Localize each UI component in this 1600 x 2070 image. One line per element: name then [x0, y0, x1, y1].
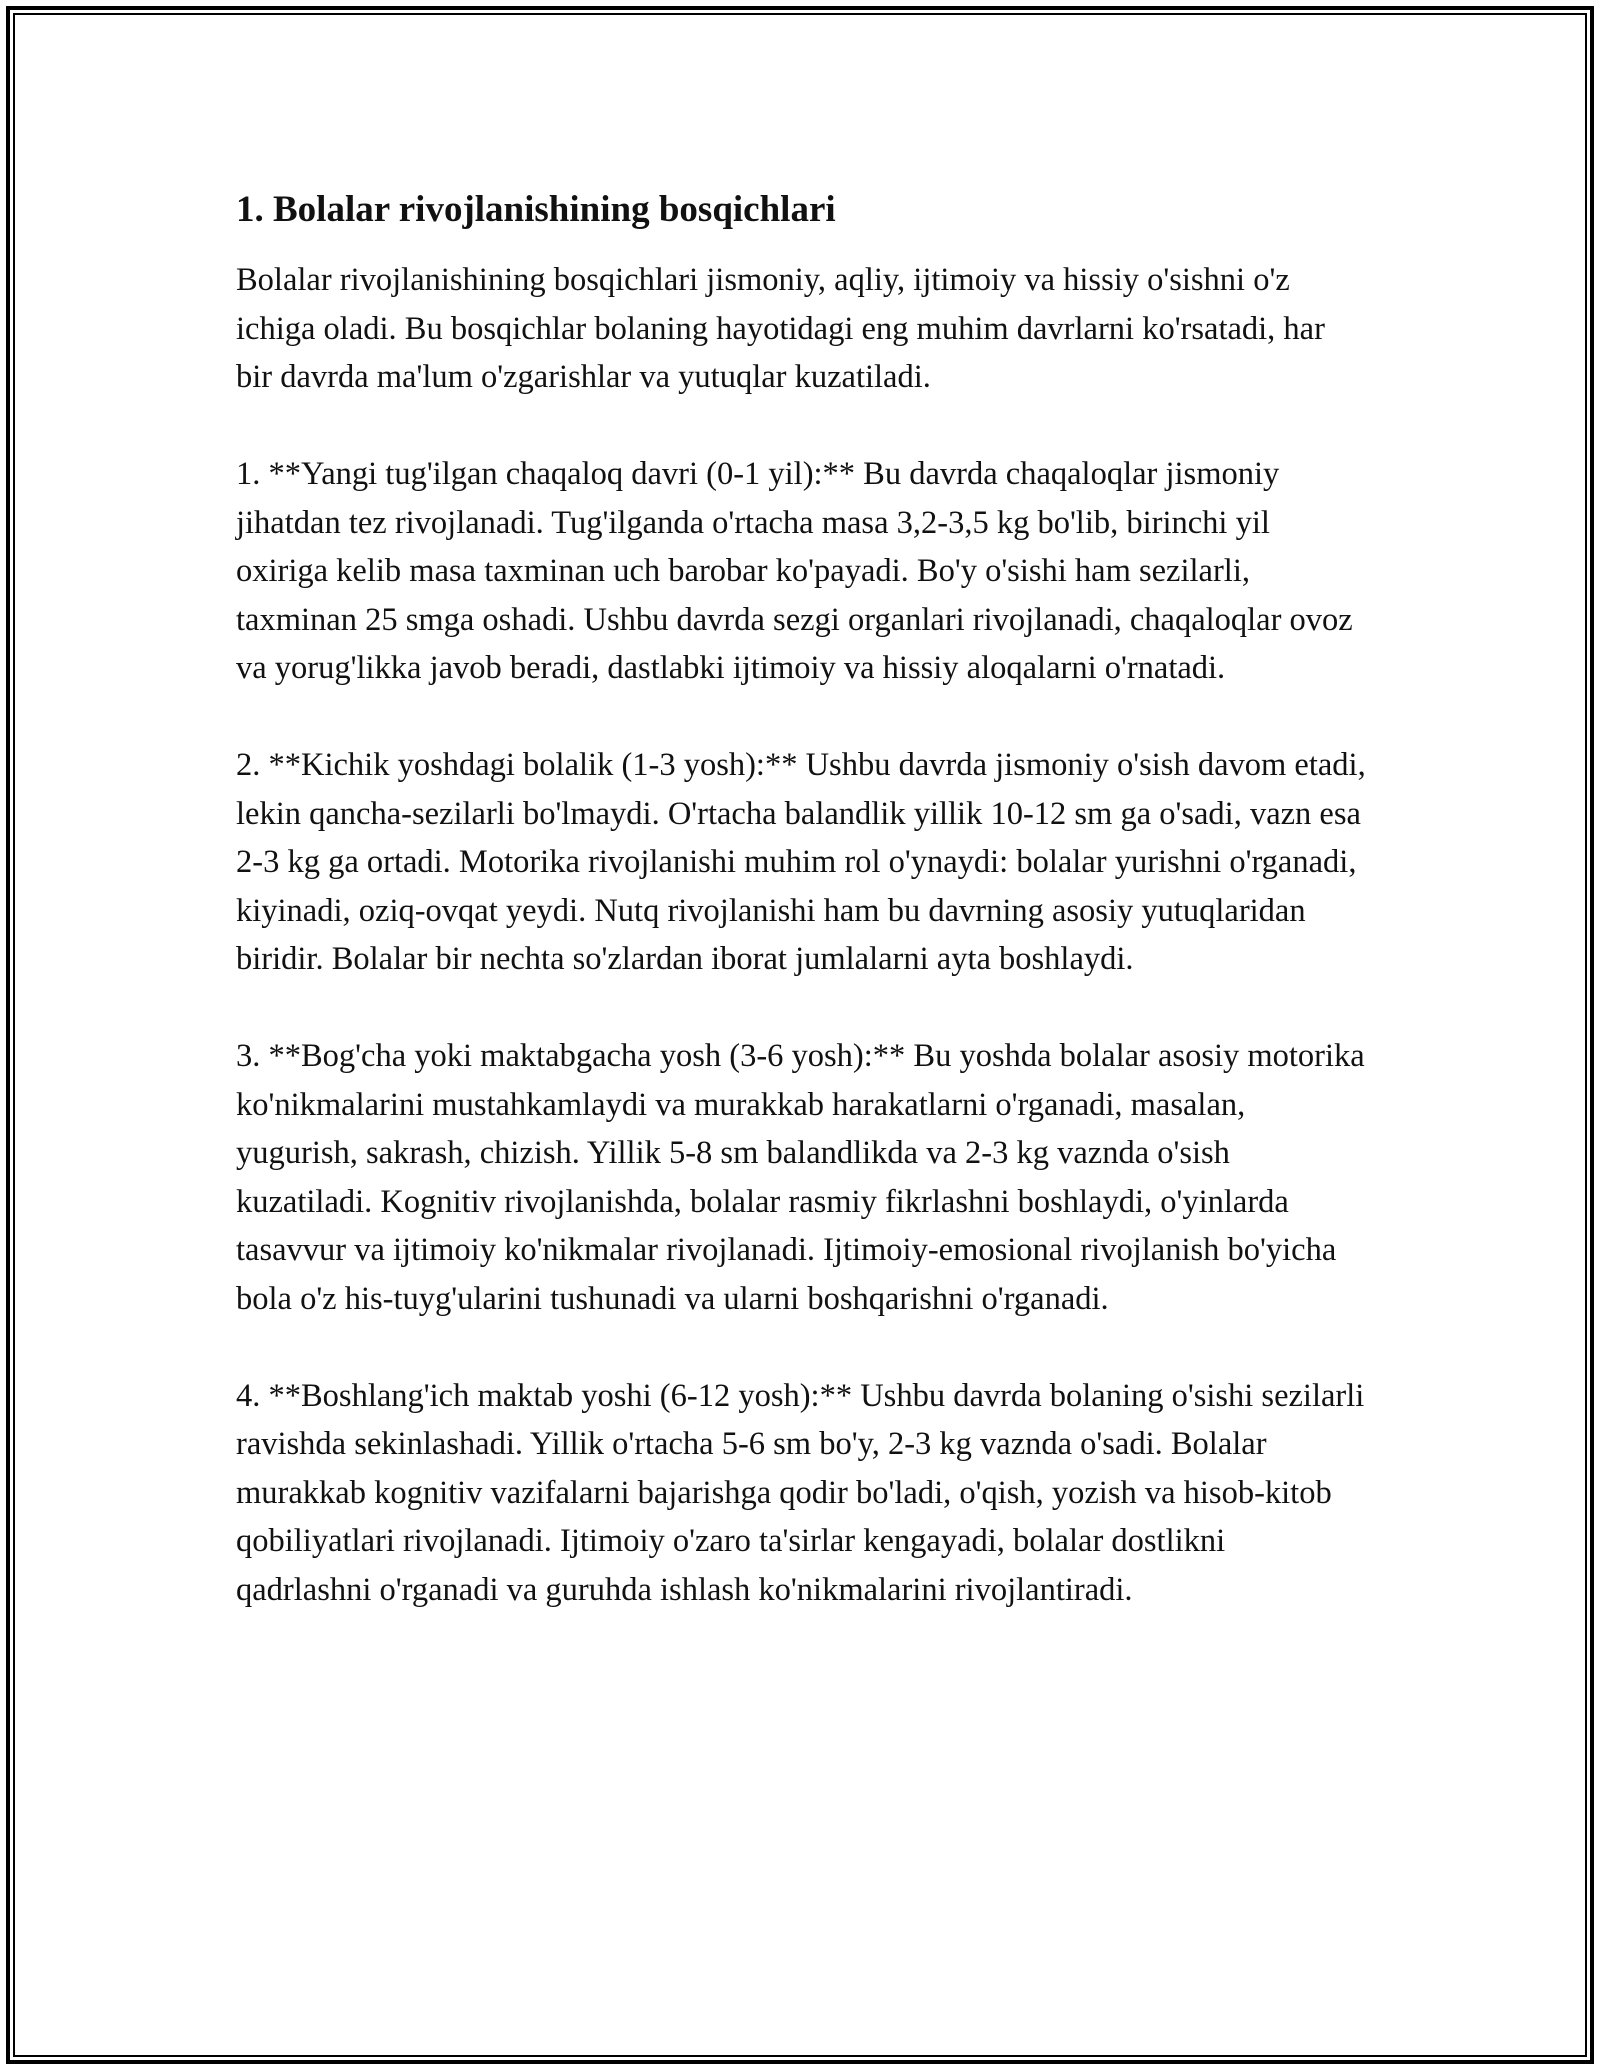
stage-paragraph-primary-school: 4. **Boshlang'ich maktab yoshi (6-12 yosh):** Ushbu davrda bolaning o'sishi sezilarli ravishda sekinlashadi. Yillik o'rtacha 5-6 sm bo'y, 2-3 kg vaznda o'sadi. Bolalar murakkab kognitiv vazifalarni bajarishga qodir bo'ladi, o'qish, yozish va hisob-kitob qobiliyatlari rivojlanadi. Ijtimoiy o'zaro ta'sirlar kengayadi, bolalar dostlikni qadrlashni o'rganadi va guruhda ishlash ko'nikmalarini rivojlantiradi.: [236, 1377, 1365, 1608]
document-body: [236, 186, 1366, 1614]
stage-paragraph-preschool: 3. **Bog'cha yoki maktabgacha yosh (3-6 yosh):** Bu yoshda bolalar asosiy motorika ko'nikmalarini mustahkamlaydi va murakkab harakatlarni o'rganadi, masalan, yugurish, sakrash, chizish. Yillik 5-8 sm balandlikda va 2-3 kg vaznda o'sish kuzatiladi. Kognitiv rivojlanishda, bolalar rasmiy fikrlashni boshlaydi, o'yinlarda tasavvur va ijtimoiy ko'nikmalar rivojlanadi. Ijtimoiy-emosional rivojlanish bo'yicha bola o'z his-tuyg'ularini tushunadi va ularni boshqarishni o'rganadi.: [236, 1038, 1365, 1317]
stage-paragraph-toddler: 2. **Kichik yoshdagi bolalik (1-3 yosh):** Ushbu davrda jismoniy o'sish davom etadi, lekin qancha-sezilarli bo'lmaydi. O'rtacha balandlik yillik 10-12 sm ga o'sadi, vazn esa 2-3 kg ga ortadi. Motorika rivojlanishi muhim rol o'ynaydi: bolalar yurishni o'rganadi, kiyinadi, oziq-ovqat yeydi. Nutq rivojlanishi ham bu davrning asosiy yutuqlaridan biridir. Bolalar bir nechta so'zlardan iborat jumlalarni ayta boshlaydi.: [236, 747, 1366, 977]
stage-paragraph-newborn: 1. **Yangi tug'ilgan chaqaloq davri (0-1 yil):** Bu davrda chaqaloqlar jismoniy jihatdan tez rivojlanadi. Tug'ilganda o'rtacha masa 3,2-3,5 kg bo'lib, birinchi yil oxiriga kelib masa taxminan uch barobar ko'payadi. Bo'y o'sishi ham sezilarli, taxminan 25 smga oshadi. Ushbu davrda sezgi organlari rivojlanadi, chaqaloqlar ovoz va yorug'likka javob beradi, dastlabki ijtimoiy va hissiy aloqalarni o'rnatadi.: [236, 456, 1353, 686]
intro-paragraph: Bolalar rivojlanishining bosqichlari jismoniy, aqliy, ijtimoiy va hissiy o'sishni o'z ichiga oladi. Bu bosqichlar bolaning hayotidagi eng muhim davrlarni ko'rsatadi, har bir davrda ma'lum o'zgarishlar va yutuqlar kuzatiladi.: [236, 262, 1325, 395]
section-heading: 1. Bolalar rivojlanishining bosqichlari: [236, 189, 836, 230]
